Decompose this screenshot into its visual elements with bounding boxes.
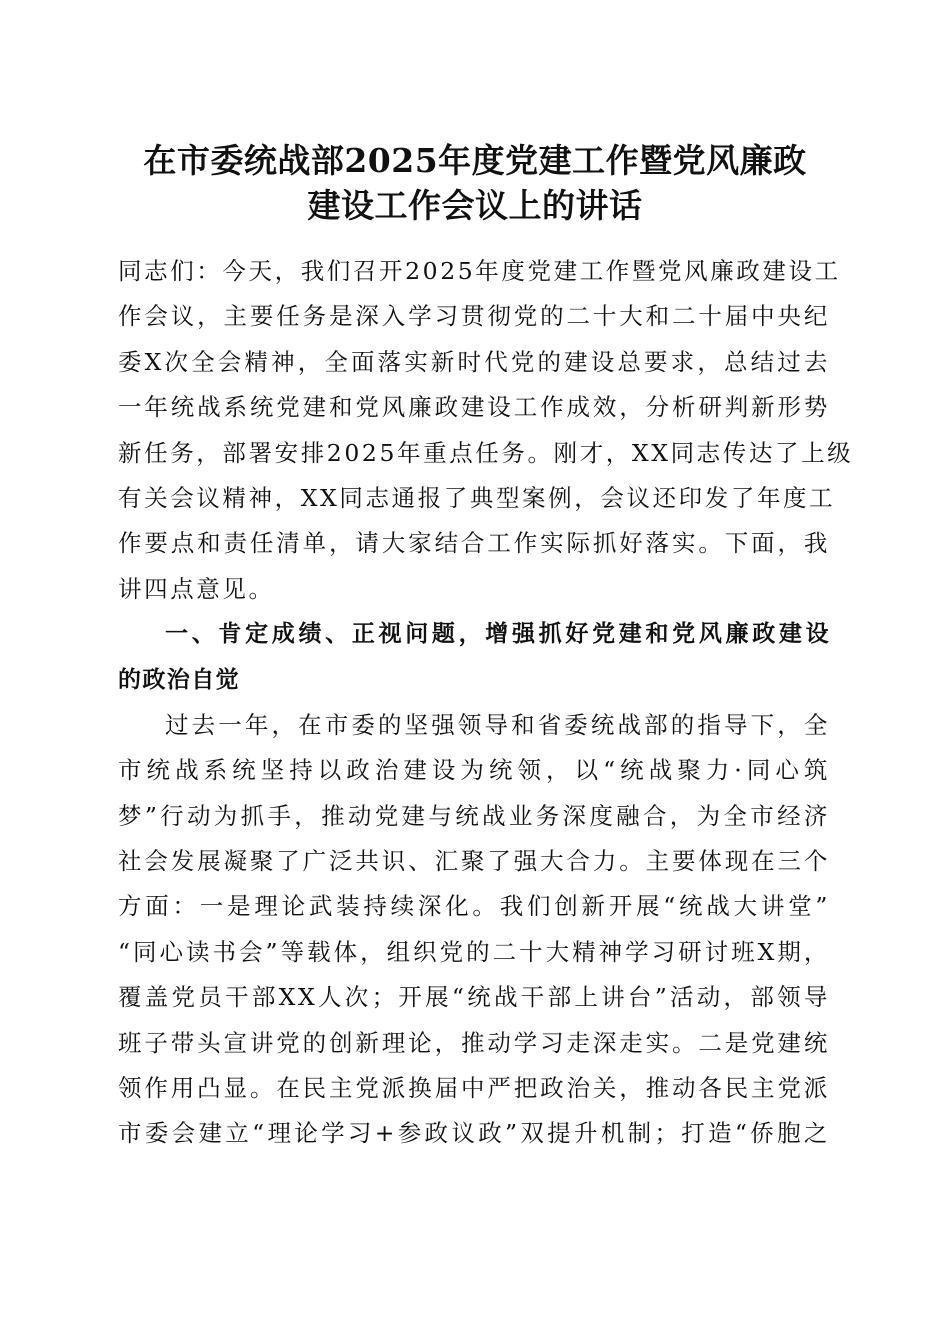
text-line: 梦”行动为抓手，推动党建与统战业务深度融合，为全市经济 <box>118 801 830 830</box>
text-line: 市统战系统坚持以政治建设为统领，以“统战聚力·同心筑 <box>118 756 830 785</box>
text-line: 一年统战系统党建和党风廉政建设工作成效，分析研判新形势 <box>118 393 830 422</box>
text-line: 委X次全会精神，全面落实新时代党的建设总要求，总结过去 <box>118 347 830 376</box>
text-line: 过去一年，在市委的坚强领导和省委统战部的指导下，全 <box>165 710 830 739</box>
title-line: 在市委统战部2025年度党建工作暨党风廉政 <box>143 141 807 180</box>
text-line: “同心读书会”等载体，组织党的二十大精神学习研讨班X期， <box>118 937 830 966</box>
document-title <box>100 138 850 228</box>
opening-paragraph <box>118 249 854 612</box>
text-line: 领作用凸显。在民主党派换届中严把政治关，推动各民主党派 <box>118 1074 830 1103</box>
section-heading-1 <box>118 612 830 703</box>
text-line: 班子带头宣讲党的创新理论，推动学习走深走实。二是党建统 <box>118 1028 830 1057</box>
text-line: 讲四点意见。 <box>118 574 275 603</box>
heading-line: 一、肯定成绩、正视问题，增强抓好党建和党风廉政建设 <box>165 621 830 648</box>
text-line: 作要点和责任清单，请大家结合工作实际抓好落实。下面，我 <box>118 529 830 558</box>
text-line: 社会发展凝聚了广泛共识、汇聚了强大合力。主要体现在三个 <box>118 847 830 876</box>
text-line: 方面：一是理论武装持续深化。我们创新开展“统战大讲堂” <box>118 892 830 921</box>
text-line: 市委会建立“理论学习+参政议政”双提升机制；打造“侨胞之 <box>118 1119 830 1148</box>
title-line: 建设工作会议上的讲话 <box>307 186 643 225</box>
text-line: 作会议，主要任务是深入学习贯彻党的二十大和二十届中央纪 <box>118 302 830 331</box>
text-line: 同志们：今天，我们召开2025年度党建工作暨党风廉政建设工 <box>118 257 841 285</box>
text-line: 有关会议精神，XX同志通报了典型案例，会议还印发了年度工 <box>118 483 836 512</box>
heading-line: 的政治自觉 <box>118 666 240 693</box>
section-1-paragraph <box>118 703 830 1157</box>
text-line: 新任务，部署安排2025年重点任务。刚才，XX同志传达了上级 <box>118 438 854 467</box>
text-line: 覆盖党员干部XX人次；开展“统战干部上讲台”活动，部领导 <box>118 983 830 1012</box>
document-body <box>118 249 854 1157</box>
